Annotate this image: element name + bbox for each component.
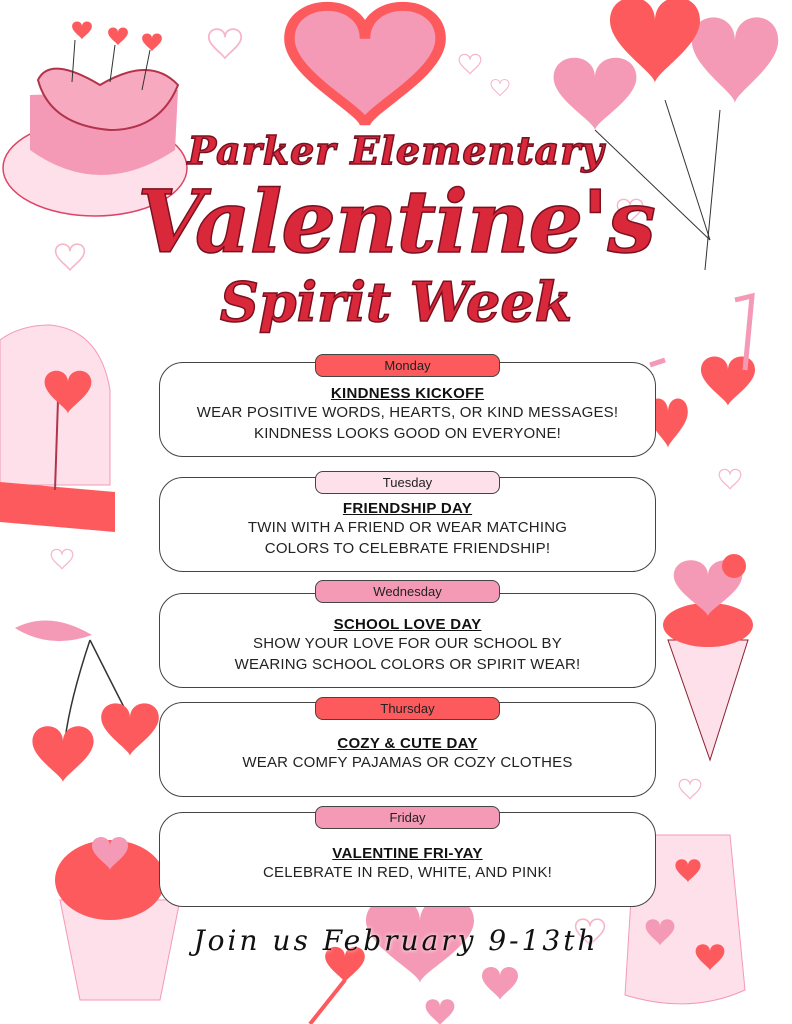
- school-name: Parker Elementary: [187, 128, 605, 173]
- day-description-line: COLORS TO CELEBRATE FRIENDSHIP!: [264, 540, 551, 557]
- day-description-line: WEAR COMFY PAJAMAS OR COZY CLOTHES: [242, 754, 573, 771]
- day-theme-title: COZY & CUTE DAY: [337, 735, 478, 752]
- day-label-wednesday: Wednesday: [315, 580, 500, 603]
- day-description-line: CELEBRATE IN RED, WHITE, AND PINK!: [262, 864, 553, 881]
- day-description-line: WEAR POSITIVE WORDS, HEARTS, OR KIND MESSAGES!: [196, 404, 619, 421]
- event-dates: Join us February 9-13th: [193, 924, 599, 957]
- cherries-icon: [15, 620, 159, 782]
- day-description-line: KINDNESS LOOKS GOOD ON EVERYONE!: [253, 425, 562, 442]
- day-card-wednesday: [159, 593, 656, 688]
- frilly-heart-icon: [289, 6, 440, 125]
- day-theme-title: SCHOOL LOVE DAY: [333, 616, 482, 633]
- day-label-friday: Friday: [315, 806, 500, 829]
- page-subtitle: Spirit Week: [219, 270, 573, 334]
- day-description-line: SHOW YOUR LOVE FOR OUR SCHOOL BY: [253, 635, 562, 652]
- day-description-line: WEARING SCHOOL COLORS OR SPIRIT WEAR!: [234, 656, 581, 673]
- day-label-thursday: Thursday: [315, 697, 500, 720]
- page-title: Valentine's: [137, 172, 655, 273]
- ice-cream-icon: [663, 554, 753, 760]
- day-label-tuesday: Tuesday: [315, 471, 500, 494]
- day-theme-title: FRIENDSHIP DAY: [342, 500, 473, 517]
- day-theme-title: VALENTINE FRI-YAY: [332, 845, 483, 862]
- day-theme-title: KINDNESS KICKOFF: [330, 385, 485, 402]
- rose-dome-icon: [0, 325, 115, 532]
- day-label-monday: Monday: [315, 354, 500, 377]
- big-heart-lollipop-icon: [310, 897, 518, 1024]
- day-description-line: TWIN WITH A FRIEND OR WEAR MATCHING: [247, 519, 568, 536]
